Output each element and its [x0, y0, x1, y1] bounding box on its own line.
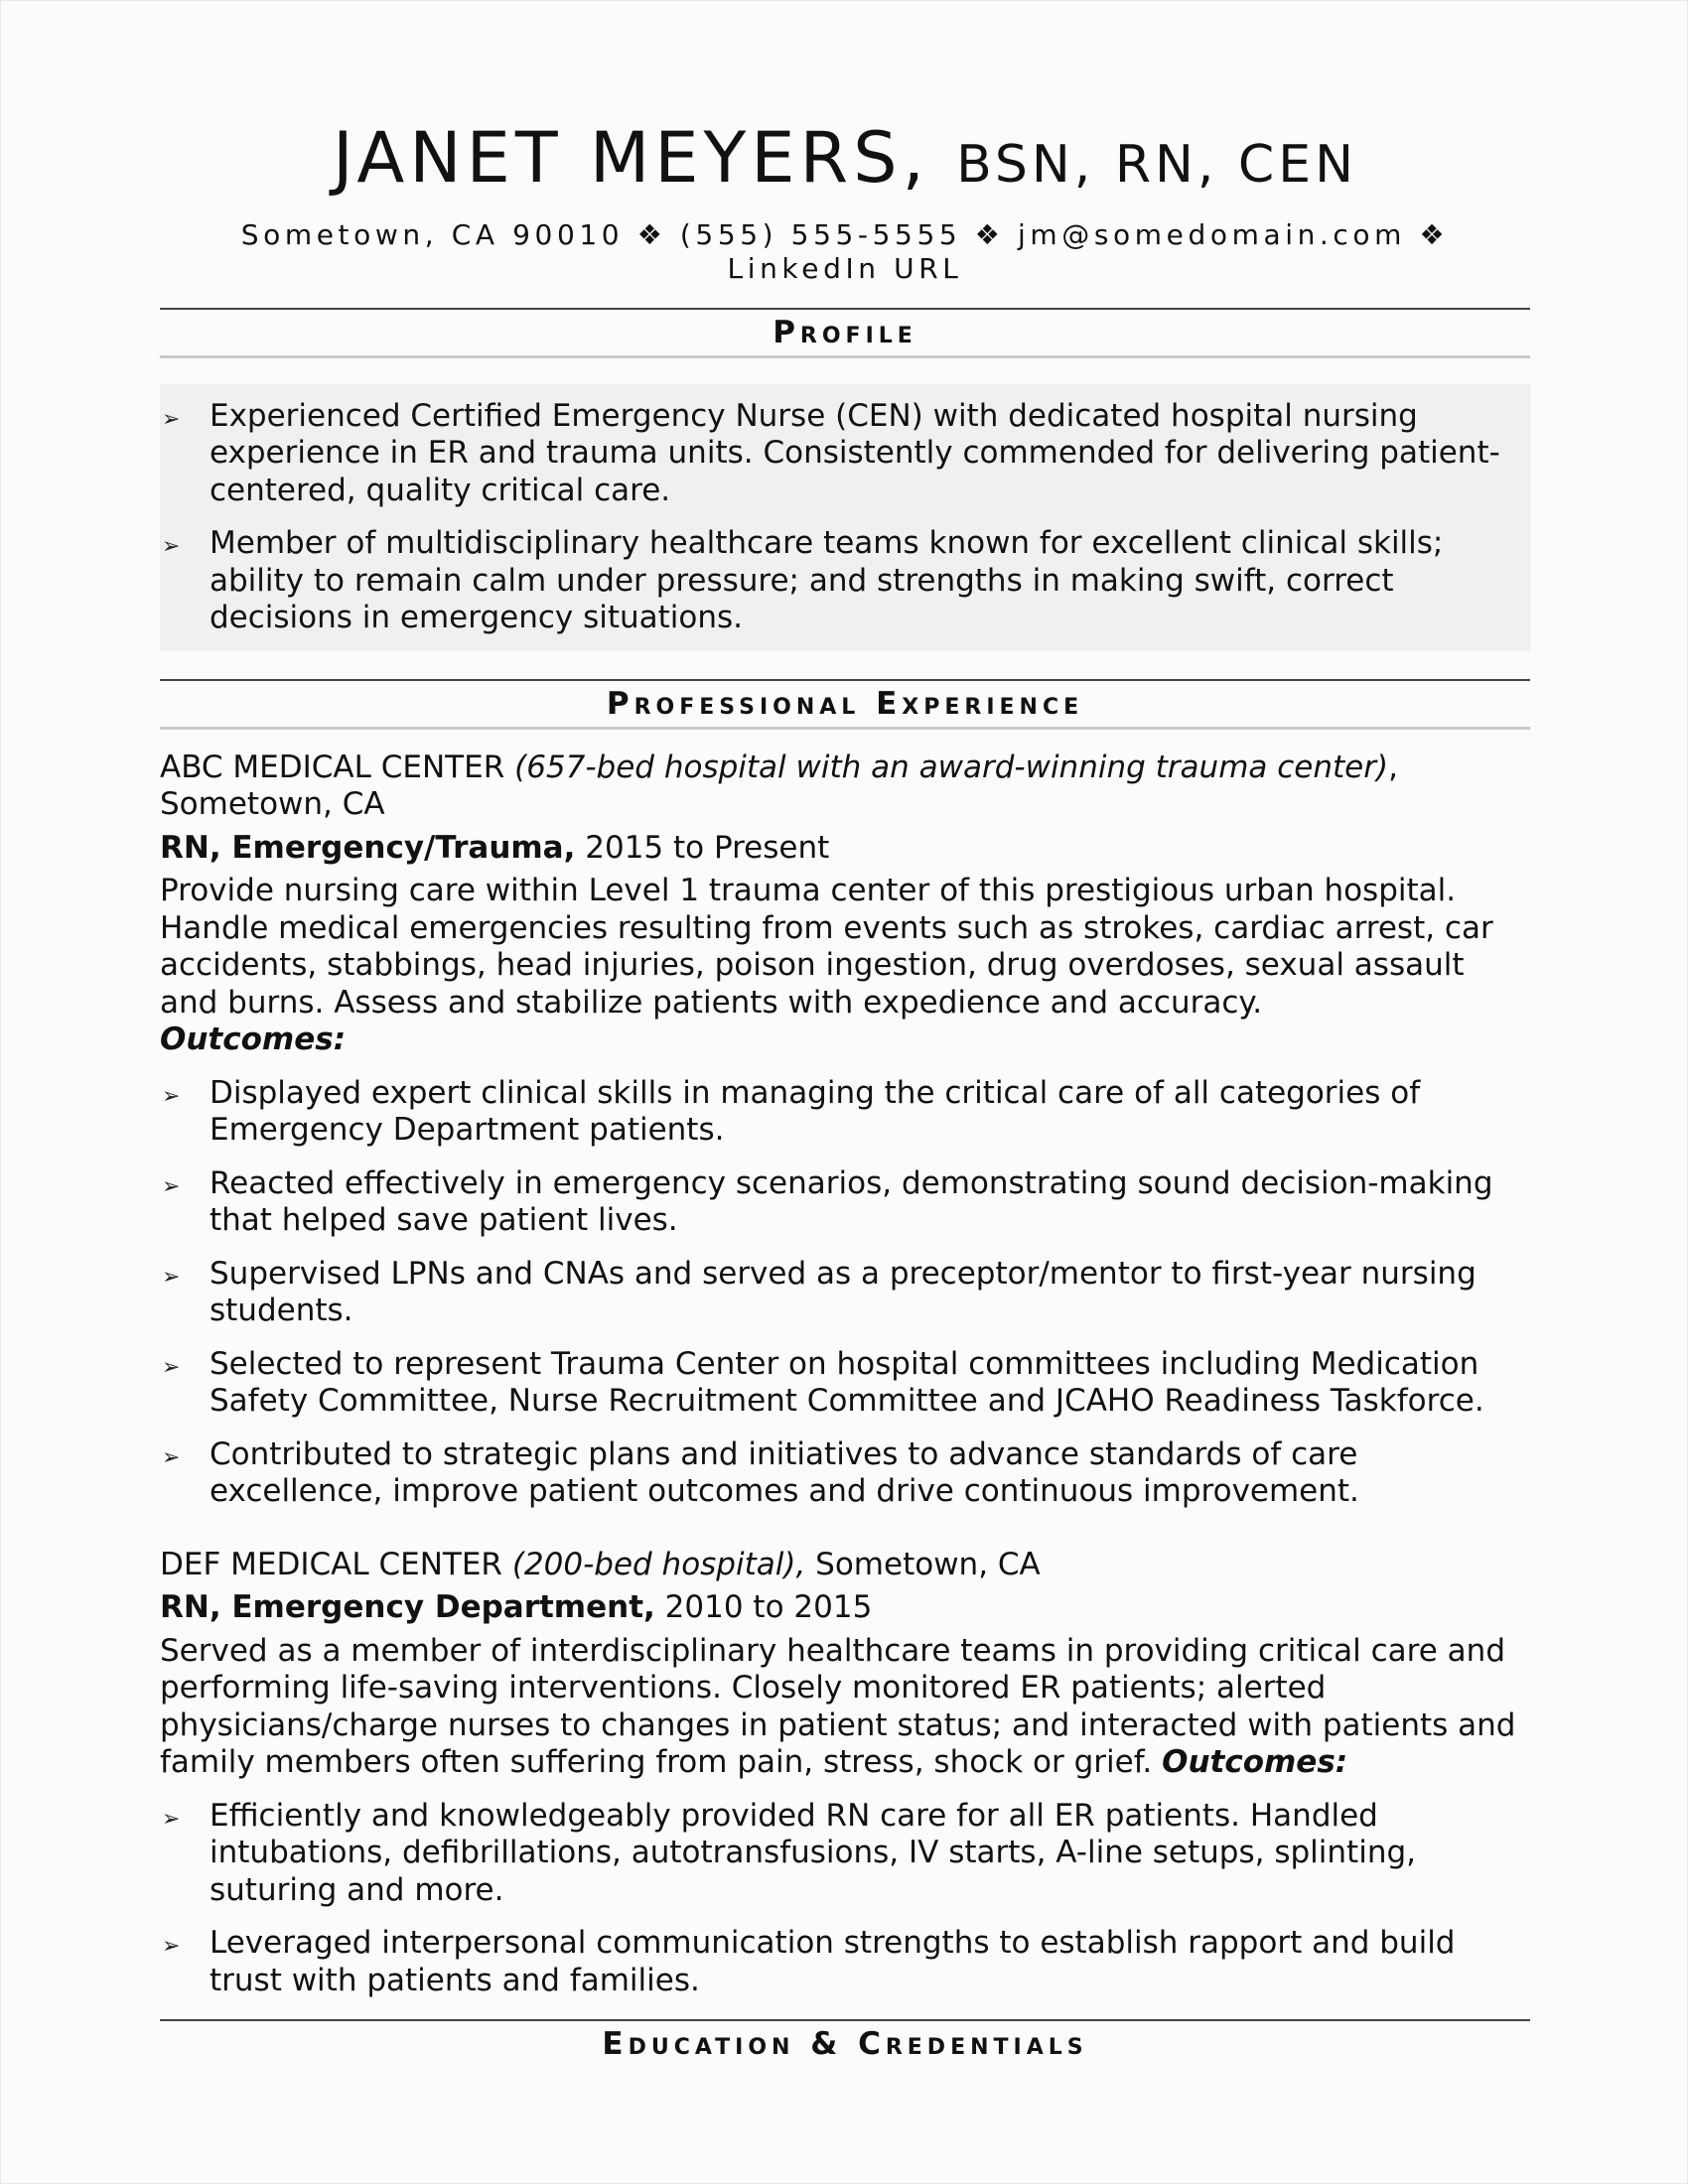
name-text: JANET MEYERS,: [333, 117, 929, 199]
employer-note: (200-bed hospital),: [511, 1546, 806, 1582]
outcomes-label: Outcomes:: [160, 1022, 347, 1057]
bullet-text: Member of multidisciplinary healthcare teams known for excellent clinical skills; ability to remain calm under pressure; and strengths in making swift, correct decisions in emergency situations.: [210, 525, 1444, 635]
contact-line: Sometown, CA 90010 ❖ (555) 555-5555 ❖ jm@somedomain.com ❖ LinkedIn URL: [240, 217, 1450, 285]
arrowhead-bullet-icon: ➢: [162, 1934, 181, 1959]
resume-content: [160, 1, 1530, 2067]
list-item: [160, 1925, 1530, 1999]
arrowhead-bullet-icon: ➢: [162, 406, 181, 432]
profile-title: Profile: [773, 314, 917, 350]
outcomes-list: [160, 1798, 1530, 2000]
arrowhead-bullet-icon: ➢: [162, 1264, 181, 1290]
bullet-text: Contributed to strategic plans and initiatives to advance standards of care excellence, improve patient outcomes and drive continuous improvement.: [210, 1435, 1359, 1509]
experience-section: [160, 679, 1530, 2000]
section-rule-bottom: [160, 727, 1530, 730]
outcomes-list: [160, 1075, 1530, 1511]
employer-location: , Sometown, CA: [160, 749, 1398, 822]
education-section: [160, 2019, 1530, 2067]
header: [160, 118, 1530, 286]
role-line: [160, 1589, 1530, 1627]
arrowhead-bullet-icon: ➢: [162, 1173, 181, 1199]
employer-name: ABC MEDICAL CENTER: [160, 749, 505, 785]
list-item: [160, 398, 1530, 510]
arrowhead-bullet-icon: ➢: [162, 534, 181, 559]
profile-box: [160, 384, 1530, 651]
job-entry: [160, 750, 1530, 1511]
role-dates: 2015 to Present: [585, 829, 830, 866]
list-item: [160, 1075, 1530, 1150]
list-item: [160, 1256, 1530, 1330]
profile-bullets: [160, 398, 1530, 637]
role-title: RN, Emergency Department,: [160, 1589, 655, 1625]
section-rule-bottom: [160, 355, 1530, 358]
employer-line: [160, 1547, 1530, 1584]
arrowhead-bullet-icon: ➢: [162, 1806, 181, 1832]
bullet-text: Displayed expert clinical skills in managing the critical care of all categories of Emergency Department patients.: [210, 1074, 1421, 1148]
role-dates: 2010 to 2015: [664, 1589, 873, 1625]
candidate-name: [160, 118, 1530, 199]
job-description: Provide nursing care within Level 1 trauma center of this prestigious urban hospital. Handle medical emergencies resulting from events such as strokes, cardiac arrest, car accidents, stabbings, head injuries, poison ingestion, drug overdoses, sexual assault and burns. Assess and stabilize patients with expedience and accuracy.: [160, 873, 1493, 1021]
role-line: [160, 830, 1530, 868]
job-entry: [160, 1547, 1530, 2000]
education-title: Education & Credentials: [602, 2026, 1088, 2062]
employer-line: [160, 750, 1530, 824]
arrowhead-bullet-icon: ➢: [162, 1354, 181, 1380]
bullet-text: Supervised LPNs and CNAs and served as a preceptor/mentor to first-year nursing students.: [210, 1255, 1477, 1328]
employer-note: (657-bed hospital with an award-winning trauma center): [514, 749, 1389, 785]
list-item: [160, 1798, 1530, 1910]
list-item: [160, 1346, 1530, 1421]
job-description: Served as a member of interdisciplinary healthcare teams in providing critical care and performing life-saving interventions. Closely monitored ER patients; alerted physicians/charge nurses to changes in patient status; and interacted with patients and family members often suffering from pain, stress, shock or grief.: [160, 1632, 1516, 1780]
bullet-text: Leveraged interpersonal communication strengths to establish rapport and build trust with patients and families.: [210, 1925, 1456, 1998]
employer-name: DEF MEDICAL CENTER: [160, 1546, 502, 1582]
list-item: [160, 525, 1530, 637]
arrowhead-bullet-icon: ➢: [162, 1083, 181, 1109]
role-title: RN, Emergency/Trauma,: [160, 829, 576, 866]
employer-location: Sometown, CA: [805, 1546, 1041, 1582]
list-item: [160, 1165, 1530, 1240]
bullet-text: Selected to represent Trauma Center on hospital committees including Medication Safety Committee, Nurse Recruitment Committee and JCAHO Readiness Taskforce.: [210, 1345, 1484, 1419]
list-item: [160, 1436, 1530, 1511]
experience-title: Professional Experience: [606, 685, 1084, 722]
bullet-text: Reacted effectively in emergency scenarios, demonstrating sound decision-making that helped save patient lives.: [210, 1164, 1493, 1238]
arrowhead-bullet-icon: ➢: [162, 1444, 181, 1470]
job-description-block: [160, 1633, 1530, 1782]
profile-section: [160, 308, 1530, 651]
credentials-text: BSN, RN, CEN: [956, 135, 1357, 195]
bullet-text: Efficiently and knowledgeably provided RN care for all ER patients. Handled intubations, defibrillations, autotransfusions, IV starts, A-line setups, splinting, suturing and more.: [210, 1797, 1416, 1908]
bullet-text: Experienced Certified Emergency Nurse (CEN) with dedicated hospital nursing experience in ER and trauma units. Consistently commended for delivering patient-centered, quality critical care.: [210, 397, 1500, 508]
outcomes-label: Outcomes:: [1162, 1744, 1348, 1780]
